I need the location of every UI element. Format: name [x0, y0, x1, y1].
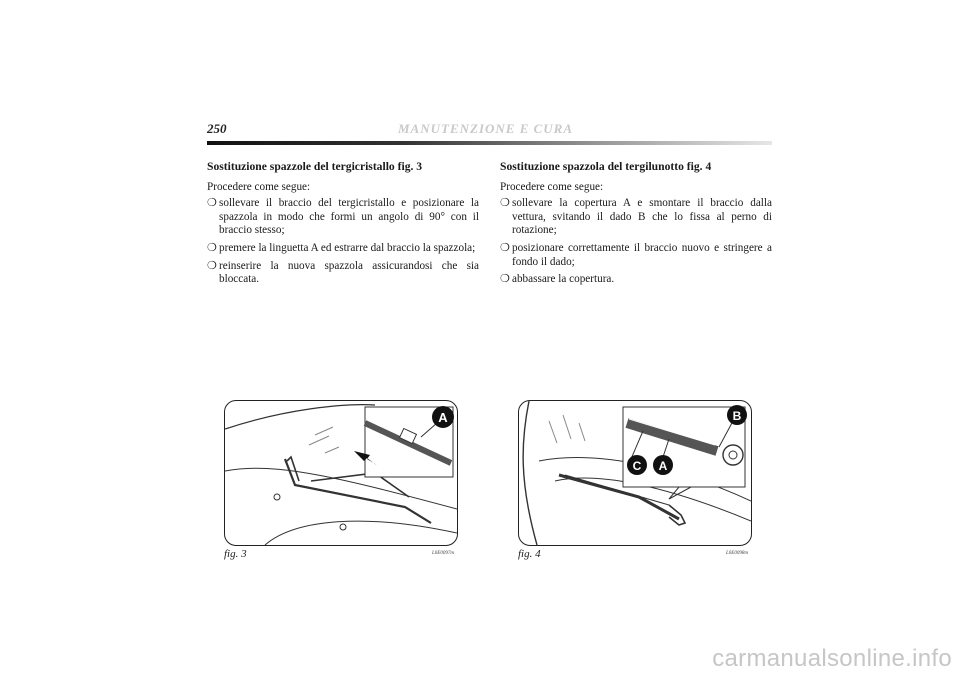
bullet-icon: ❍: [207, 197, 217, 210]
right-intro: Procedere come segue:: [500, 180, 604, 193]
step-text: sollevare il braccio del tergicristallo e posizionare la spazzola in modo che formi un angolo di 90° con il braccio stesso;: [219, 197, 479, 237]
right-steps: [500, 197, 772, 287]
header-rule: [207, 141, 772, 145]
step-text: abbassare la copertura.: [512, 273, 615, 286]
left-intro: Procedere come segue:: [207, 180, 311, 193]
bullet-icon: ❍: [500, 273, 510, 286]
figure-3-illustration: [224, 400, 458, 546]
left-steps: [207, 197, 479, 287]
bullet-icon: ❍: [500, 241, 510, 254]
left-heading: Sostituzione spazzole del tergicristallo fig. 3: [207, 160, 423, 173]
page-number: 250: [207, 121, 227, 136]
watermark: carmanualsonline.info: [712, 645, 952, 672]
list-item: [207, 242, 479, 256]
windscreen-wiper-drawing: [225, 401, 457, 545]
list-item: [500, 273, 772, 287]
right-heading: Sostituzione spazzola del tergilunotto fig. 4: [500, 160, 712, 173]
figure-4-code: L0E0098m: [726, 551, 748, 556]
label-b: B: [732, 409, 742, 423]
list-item: [207, 197, 479, 238]
figure-3-code: L0E0097m: [432, 551, 454, 556]
label-a: A: [438, 410, 448, 425]
figure-4-caption: fig. 4: [518, 548, 541, 560]
list-item: [500, 197, 772, 238]
label-a: A: [658, 459, 668, 473]
figure-4-illustration: [518, 400, 752, 546]
rear-wiper-drawing: [519, 401, 751, 545]
section-title: MANUTENZIONE E CURA: [398, 121, 574, 136]
left-column: [207, 160, 479, 291]
right-column: [500, 160, 772, 291]
bullet-icon: ❍: [207, 241, 217, 254]
figure-3-caption: fig. 3: [224, 548, 247, 560]
list-item: [500, 242, 772, 269]
bullet-icon: ❍: [207, 259, 217, 272]
step-text: premere la linguetta A ed estrarre dal braccio la spazzola;: [219, 241, 476, 254]
list-item: [207, 260, 479, 287]
step-text: posizionare correttamente il braccio nuovo e stringere a fondo il dado;: [512, 241, 772, 268]
step-text: sollevare la copertura A e smontare il braccio dalla vettura, svitando il dado B che lo fissa al perno di rotazione;: [512, 197, 772, 237]
step-text: reinserire la nuova spazzola assicurandosi che sia bloccata.: [219, 259, 479, 286]
label-c: C: [632, 459, 642, 473]
bullet-icon: ❍: [500, 197, 510, 210]
